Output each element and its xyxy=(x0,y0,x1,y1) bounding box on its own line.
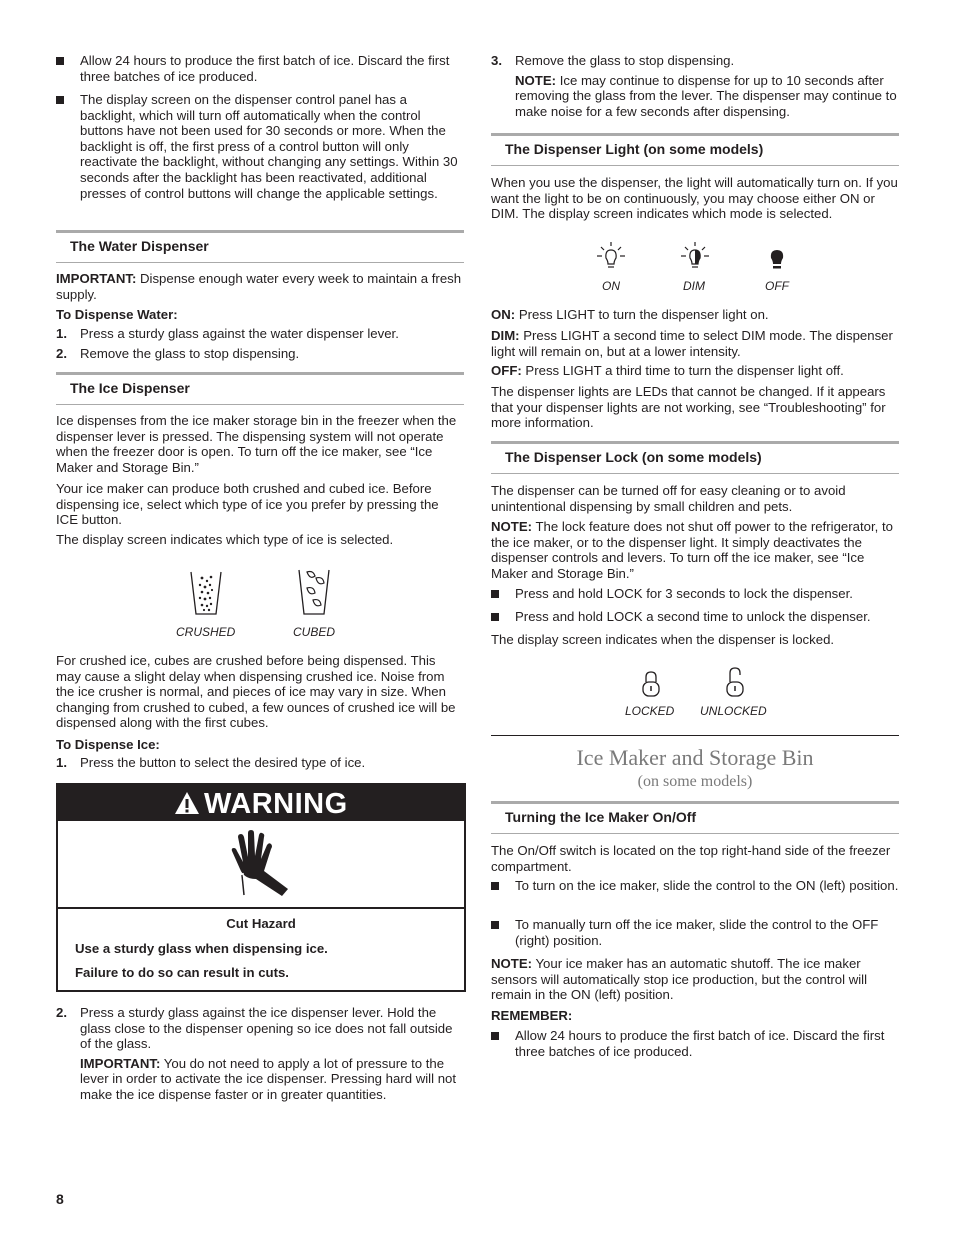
section-heading-lock: The Dispenser Lock (on some models) xyxy=(491,441,899,474)
icemaker-paragraph: The On/Off switch is located on the top right-hand side of the freezer compartment. xyxy=(491,843,891,874)
ice-paragraph: Your ice maker can produce both crushed and cubed ice. Before dispensing ice, select which type of ice you prefer by pressing the ICE button. xyxy=(56,481,439,528)
bullet-square-icon xyxy=(491,613,499,621)
bullet-square-icon xyxy=(491,921,499,929)
section-heading-light: The Dispenser Light (on some models) xyxy=(491,133,899,166)
lock-paragraph: The dispenser can be turned off for easy cleaning or to avoid unintentional dispensing by small children and pets. xyxy=(491,483,846,514)
cubed-caption: CUBED xyxy=(293,625,336,639)
light-off-icon xyxy=(767,247,787,273)
bullet-square-icon xyxy=(56,57,64,65)
warning-line: Failure to do so can result in cuts. xyxy=(75,965,289,980)
light-on-text: ON: Press LIGHT to turn the dispenser light on. xyxy=(491,307,769,322)
list-item: The display screen on the dispenser control panel has a backlight, which will turn off automatically when the control buttons have not been used for 30 seconds or more. When the backlight is off, the first press of a control button will only reactivate the backlight, without changing any settings. Within 30 seconds after the backlight has been reactivated, additional presses of control buttons will change the applicable settings. xyxy=(56,92,464,201)
ice-paragraph: For crushed ice, cubes are crushed before being dispensed. This may cause a slight delay when dispensing crushed ice. Noise from the ice crusher is normal, and pieces of ice may vary in size. When changing from crushed to cubed, a few ounces of crushed ice will be dispensed along with the first cubes. xyxy=(56,653,456,731)
list-item: 1. Press the button to select the desired type of ice. xyxy=(56,755,366,770)
light-dim-caption: DIM xyxy=(683,279,705,293)
icemaker-note: NOTE: Your ice maker has an automatic shutoff. The ice maker sensors will automatically stop ice production, but the control will remain in the ON (left) position. xyxy=(491,956,868,1003)
warning-box xyxy=(56,783,466,992)
remember-label: REMEMBER: xyxy=(491,1008,573,1023)
bullet-square-icon xyxy=(491,882,499,890)
section-heading-icemaker: Turning the Ice Maker On/Off xyxy=(491,801,899,834)
crushed-caption: CRUSHED xyxy=(176,625,236,639)
page-number: 8 xyxy=(56,1191,64,1207)
list-item: 1. Press a sturdy glass against the water dispenser lever. xyxy=(56,326,399,341)
locked-icon xyxy=(641,670,661,698)
list-item: Press and hold LOCK a second time to unlock the dispenser. xyxy=(491,609,899,625)
warning-banner xyxy=(58,785,464,821)
warning-pictogram-area xyxy=(58,821,464,909)
bullet-square-icon xyxy=(491,590,499,598)
list-item: To turn on the ice maker, slide the control to the ON (left) position. xyxy=(491,878,899,894)
section-title: Ice Maker and Storage Bin xyxy=(576,745,814,770)
light-on-caption: ON xyxy=(602,279,620,293)
list-item: 2. Press a sturdy glass against the ice dispenser lever. Hold the glass close to the dispenser opening so ice does not fall outside of the glass. IMPORTANT: You do not need to apply a lot of pressure to the lever in order to activate the ice dispenser. Pressing hard will not make the ice dispense faster or in greater quantities. xyxy=(56,1005,457,1102)
warning-line: Use a sturdy glass when dispensing ice. xyxy=(75,941,328,956)
warning-triangle-icon xyxy=(174,791,200,815)
light-off-caption: OFF xyxy=(765,279,789,293)
ice-paragraph: Ice dispenses from the ice maker storage bin in the freezer when the dispenser lever is pressed. The dispensing system will not operate when the freezer door is open. To turn off the ice maker, see “Ice Maker and Storage Bin.” xyxy=(56,413,457,475)
cut-hand-icon xyxy=(226,829,292,897)
list-item: 2. Remove the glass to stop dispensing. xyxy=(56,346,300,361)
light-paragraph: The dispenser lights are LEDs that cannot be changed. If it appears that your dispenser lights are not working, see “Troubleshooting” for more information. xyxy=(491,384,886,431)
ice-subhead: To Dispense Ice: xyxy=(56,737,160,752)
section-heading-ice: The Ice Dispenser xyxy=(56,372,464,405)
unlocked-icon xyxy=(725,666,745,698)
section-subtitle: (on some models) xyxy=(637,773,753,790)
warning-hazard: Cut Hazard xyxy=(226,916,296,931)
light-off-text: OFF: Press LIGHT a third time to turn the dispenser light off. xyxy=(491,363,844,378)
list-item: To manually turn off the ice maker, slide the control to the OFF (right) position. xyxy=(491,917,899,948)
lock-paragraph: The display screen indicates when the dispenser is locked. xyxy=(491,632,835,647)
light-paragraph: When you use the dispenser, the light will automatically turn on. If you want the light to be on continuously, you may choose either ON or DIM. The display screen indicates which mode is selected. xyxy=(491,175,898,222)
list-item: Allow 24 hours to produce the first batch of ice. Discard the first three batches of ice produced. xyxy=(491,1028,899,1059)
light-dim-icon xyxy=(681,241,709,273)
light-on-icon xyxy=(597,241,625,273)
divider xyxy=(491,735,899,736)
light-dim-text: DIM: Press LIGHT a second time to select DIM mode. The dispenser light will remain on, but at a lower intensity. xyxy=(491,328,893,359)
list-item: 3. Remove the glass to stop dispensing. NOTE: Ice may continue to dispense for up to 10 seconds after removing the glass from the lever. The dispenser may continue to make noise for a few seconds after dispensing. xyxy=(491,53,897,119)
ice-paragraph: The display screen indicates which type of ice is selected. xyxy=(56,532,394,547)
water-subhead: To Dispense Water: xyxy=(56,307,178,322)
warning-title: WARNING xyxy=(204,788,348,820)
unlocked-caption: UNLOCKED xyxy=(700,704,767,718)
water-important: IMPORTANT: Dispense enough water every week to maintain a fresh supply. xyxy=(56,271,462,302)
list-item: Allow 24 hours to produce the first batch of ice. Discard the first three batches of ice produced. xyxy=(56,53,464,84)
crushed-ice-icon xyxy=(188,568,224,618)
list-item: Press and hold LOCK for 3 seconds to lock the dispenser. xyxy=(491,586,899,602)
lock-note: NOTE: The lock feature does not shut off power to the refrigerator, to the ice maker, or to the dispenser light. It simply deactivates the dispenser controls and levers. To turn off the ice maker, see “Ice Maker and Storage Bin.” xyxy=(491,519,893,581)
bullet-square-icon xyxy=(56,96,64,104)
cubed-ice-icon xyxy=(296,566,332,618)
bullet-square-icon xyxy=(491,1032,499,1040)
section-heading-water: The Water Dispenser xyxy=(56,230,464,263)
locked-caption: LOCKED xyxy=(625,704,675,718)
